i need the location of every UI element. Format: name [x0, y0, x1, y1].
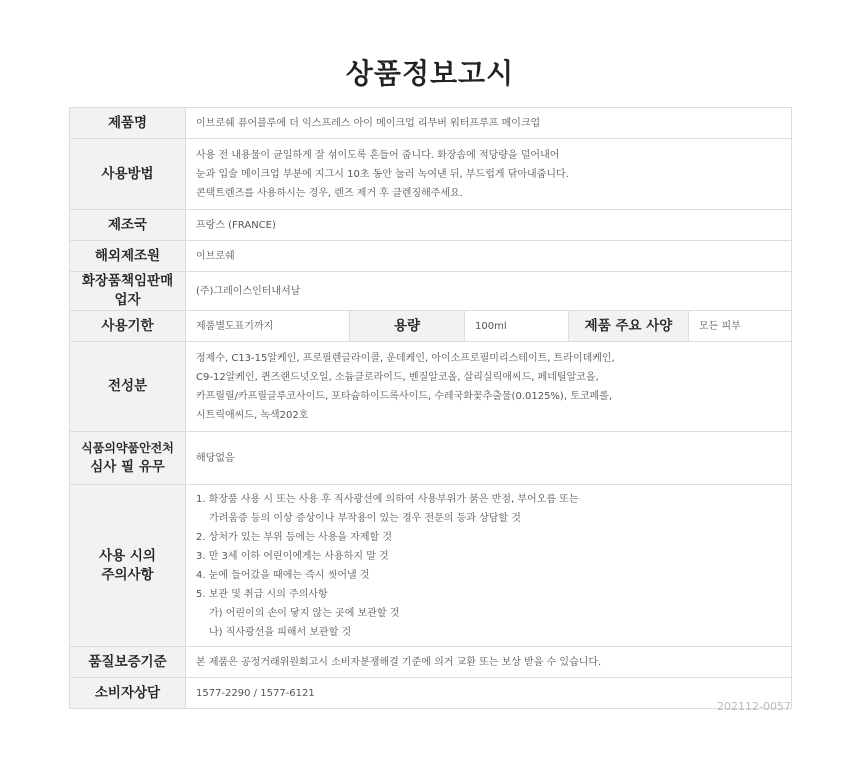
row-caution	[70, 485, 792, 647]
usage-line: 눈과 입술 메이크업 부분에 지그시 10초 동안 눌러 녹여낸 뒤, 부드럽게 닦아내줍니다.	[196, 168, 569, 180]
caution-line: 4. 눈에 들어갔을 때에는 즉시 씻어낼 것	[196, 569, 370, 581]
row-ingredients	[70, 342, 792, 432]
usage-value	[186, 139, 792, 210]
volume-label: 용량	[350, 311, 465, 342]
usage-label: 사용방법	[70, 139, 186, 210]
row-overseas-manufacturer	[70, 241, 792, 272]
ingredients-label: 전성분	[70, 342, 186, 432]
row-mfds	[70, 432, 792, 485]
caution-line: 2. 상처가 있는 부위 등에는 사용을 자제할 것	[196, 531, 393, 543]
ingredients-line: 카프릴릴/카프릴글루코사이드, 포타슘하이드록사이드, 수레국화꽃추출물(0.0125%), 토코페롤,	[196, 390, 613, 402]
caution-line: 가) 어린이의 손이 닿지 않는 곳에 보관할 것	[209, 607, 400, 619]
page-title: 상품정보고시	[345, 57, 515, 90]
expiry-value: 제품별도표기까지	[186, 311, 350, 342]
skin-type-label: 제품 주요 사양	[569, 311, 689, 342]
quality-value: 본 제품은 공정거래위원회고시 소비자분쟁해결 기준에 의거 교환 또는 보상 받을 수 있습니다.	[186, 647, 792, 678]
caution-label-line: 주의사항	[101, 566, 154, 583]
country-value: 프랑스 (FRANCE)	[186, 210, 792, 241]
row-consumer	[70, 678, 792, 709]
product-name-label: 제품명	[70, 108, 186, 139]
quality-label: 품질보증기준	[70, 647, 186, 678]
consumer-value: 1577-2290 / 1577-6121	[186, 678, 792, 709]
ingredients-line: 정제수, C13-15알케인, 프로필렌글라이콜, 운데케인, 아이소프로필미리스테이트, 트라이데케인,	[196, 352, 615, 364]
overseas-manufacturer-value: 이브로쉐	[186, 241, 792, 272]
caution-label	[70, 485, 186, 647]
seller-label: 화장품책임판매업자	[70, 272, 186, 311]
usage-line: 콘택트렌즈를 사용하시는 경우, 렌즈 제거 후 클렌징해주세요.	[196, 187, 463, 199]
product-name-value: 이브로쉐 퓨어블루에 더 익스프레스 아이 메이크업 리무버 워터프루프 메이크업	[186, 108, 792, 139]
caution-line: 1. 화장품 사용 시 또는 사용 후 직사광선에 의하여 사용부위가 붉은 반점, 부어오름 또는	[196, 493, 579, 505]
ingredients-line: 시트릭애씨드, 녹색202호	[196, 409, 309, 421]
row-seller	[70, 272, 792, 311]
ingredients-value	[186, 342, 792, 432]
product-info-table	[69, 107, 792, 709]
document-number: 202112-0057	[717, 700, 791, 713]
country-label: 제조국	[70, 210, 186, 241]
caution-line: 3. 만 3세 이하 어린이에게는 사용하지 말 것	[196, 550, 389, 562]
row-usage	[70, 139, 792, 210]
ingredients-line: C9-12알케인, 퀸즈랜드넛오일, 소듐클로라이드, 벤질알코올, 살리실릭애씨드, 페네틸알코올,	[196, 371, 599, 383]
mfds-label-line: 식품의약품안전처	[81, 441, 174, 455]
mfds-label-line: 심사 필 유무	[90, 459, 165, 475]
caution-line: 5. 보관 및 취급 시의 주의사항	[196, 588, 328, 600]
consumer-label: 소비자상담	[70, 678, 186, 709]
caution-line: 나) 직사광선을 피해서 보관할 것	[209, 626, 352, 638]
row-country	[70, 210, 792, 241]
row-expiry	[70, 311, 792, 342]
caution-line: 가려움증 등의 이상 증상이나 부작용이 있는 경우 전문의 등과 상담할 것	[209, 512, 521, 524]
seller-value: (주)그레이스인터내셔날	[186, 272, 792, 311]
mfds-value: 해당없음	[186, 432, 792, 485]
overseas-manufacturer-label: 해외제조원	[70, 241, 186, 272]
expiry-label: 사용기한	[70, 311, 186, 342]
row-quality	[70, 647, 792, 678]
usage-line: 사용 전 내용물이 균일하게 잘 섞이도록 흔들어 줍니다. 화장솜에 적당량을 덜어내어	[196, 149, 560, 161]
skin-type-value: 모든 피부	[689, 311, 792, 342]
caution-value	[186, 485, 792, 647]
mfds-label	[70, 432, 186, 485]
row-product-name	[70, 108, 792, 139]
volume-value: 100ml	[465, 311, 569, 342]
caution-label-line: 사용 시의	[99, 547, 156, 564]
